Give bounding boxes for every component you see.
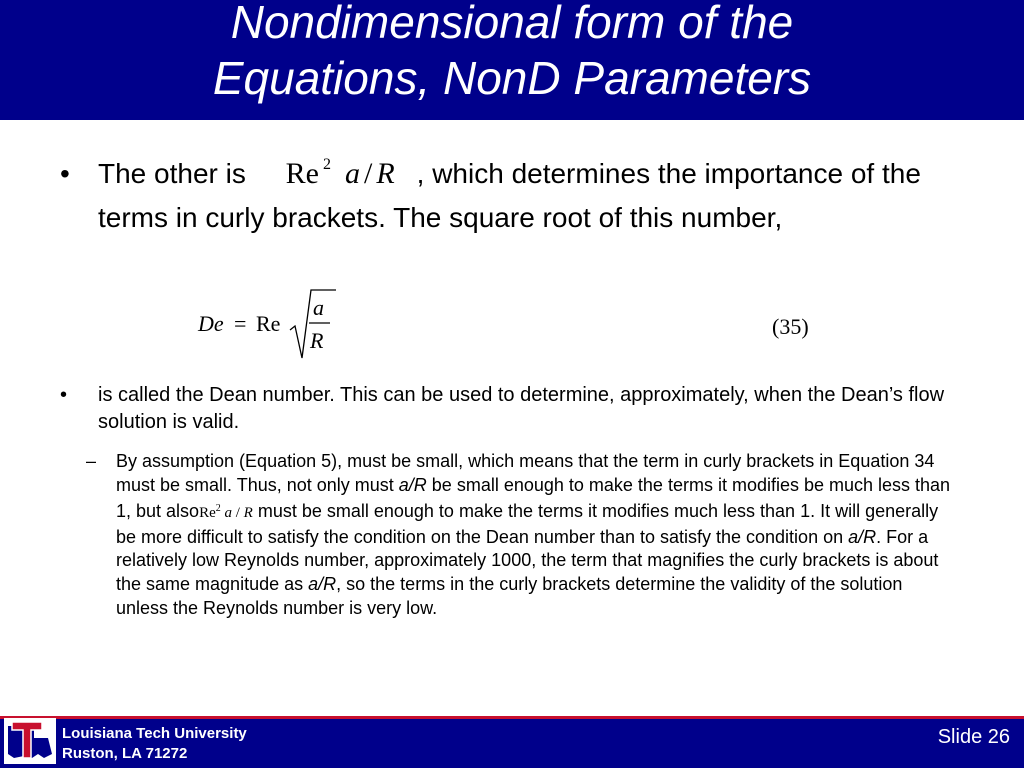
sub-bullet-marker: – [86, 451, 97, 471]
inline-re: Re [199, 505, 216, 522]
bullet-1-prefix: The other is [98, 158, 246, 189]
sub-text-4: . For a relatively low Reynolds number, approximately 1000, the term that magnifies the curly brackets is about the same magnitude as [116, 526, 939, 594]
inline-r: R [243, 505, 253, 522]
slide-number: Slide 26 [937, 726, 1010, 748]
university-name: Louisiana Tech University [62, 725, 247, 742]
university-info [62, 724, 247, 764]
sub-bullet [86, 450, 951, 620]
dean-number-equation [196, 286, 836, 362]
footer-accent-line [0, 716, 1024, 719]
sub-text-5: , so the terms in the curly brackets determine the validity of the solution unless the Reynolds number is very low. [116, 573, 903, 618]
eq-numerator-a: a [313, 295, 324, 320]
bullet-2-text: is called the Dean number. This can be used to determine, approximately, when the Dean’s flow solution is valid. [98, 384, 945, 433]
sub-italic-3: a/R [308, 573, 337, 594]
university-address: Ruston, LA 71272 [62, 745, 188, 762]
slide-title-line1: Nondimensional form of the [230, 0, 794, 48]
slide-title-line2: Equations, NonD Parameters [212, 52, 812, 104]
inline-slash: / [235, 505, 240, 522]
bullet-1-suffix: , which determines the importance of the terms in curly brackets. The square root of this number, [98, 158, 921, 233]
louisiana-tech-logo-icon [4, 718, 56, 764]
footer-bar [0, 716, 1024, 768]
formula-exponent: 2 [322, 156, 331, 173]
formula-r: R [376, 157, 395, 190]
formula-re: Re [285, 157, 319, 190]
reynolds-ratio-formula [286, 154, 395, 198]
sub-text-3: must be small enough to make the terms it modifies much less than 1. It will generally be more difficult to satisfy the condition on the Dean number than to satisfy the condition on [116, 501, 939, 547]
eq-equals: = [234, 311, 247, 336]
equation-graphic [196, 286, 836, 362]
bullet-marker: • [60, 384, 68, 406]
sub-italic-1: a/R [398, 474, 427, 495]
bullet-marker: • [60, 158, 70, 189]
bullet-1-text [98, 154, 958, 237]
sub-italic-2: a/R [848, 526, 877, 547]
sub-text-1: By assumption (Equation 5), must be small, which means that the term in curly brackets in Equation 34 must be small. Thus, not only must [116, 451, 935, 495]
formula-a: a [344, 157, 360, 190]
slide-content [0, 120, 1024, 716]
eq-denominator-r: R [310, 328, 324, 353]
sub-text-2: be small enough to make the terms it modifies be much less than 1, but also [116, 474, 951, 522]
inline-a: a [224, 505, 232, 522]
equation-number: (35) [772, 314, 809, 339]
eq-de: De [198, 311, 224, 336]
eq-re: Re [256, 311, 281, 336]
slide-title [0, 0, 1024, 106]
inline-reynolds-ratio [199, 505, 253, 521]
formula-slash: / [363, 157, 373, 190]
sub-bullet-text [116, 450, 951, 620]
title-bar [0, 0, 1024, 120]
inline-exponent: 2 [215, 503, 221, 515]
